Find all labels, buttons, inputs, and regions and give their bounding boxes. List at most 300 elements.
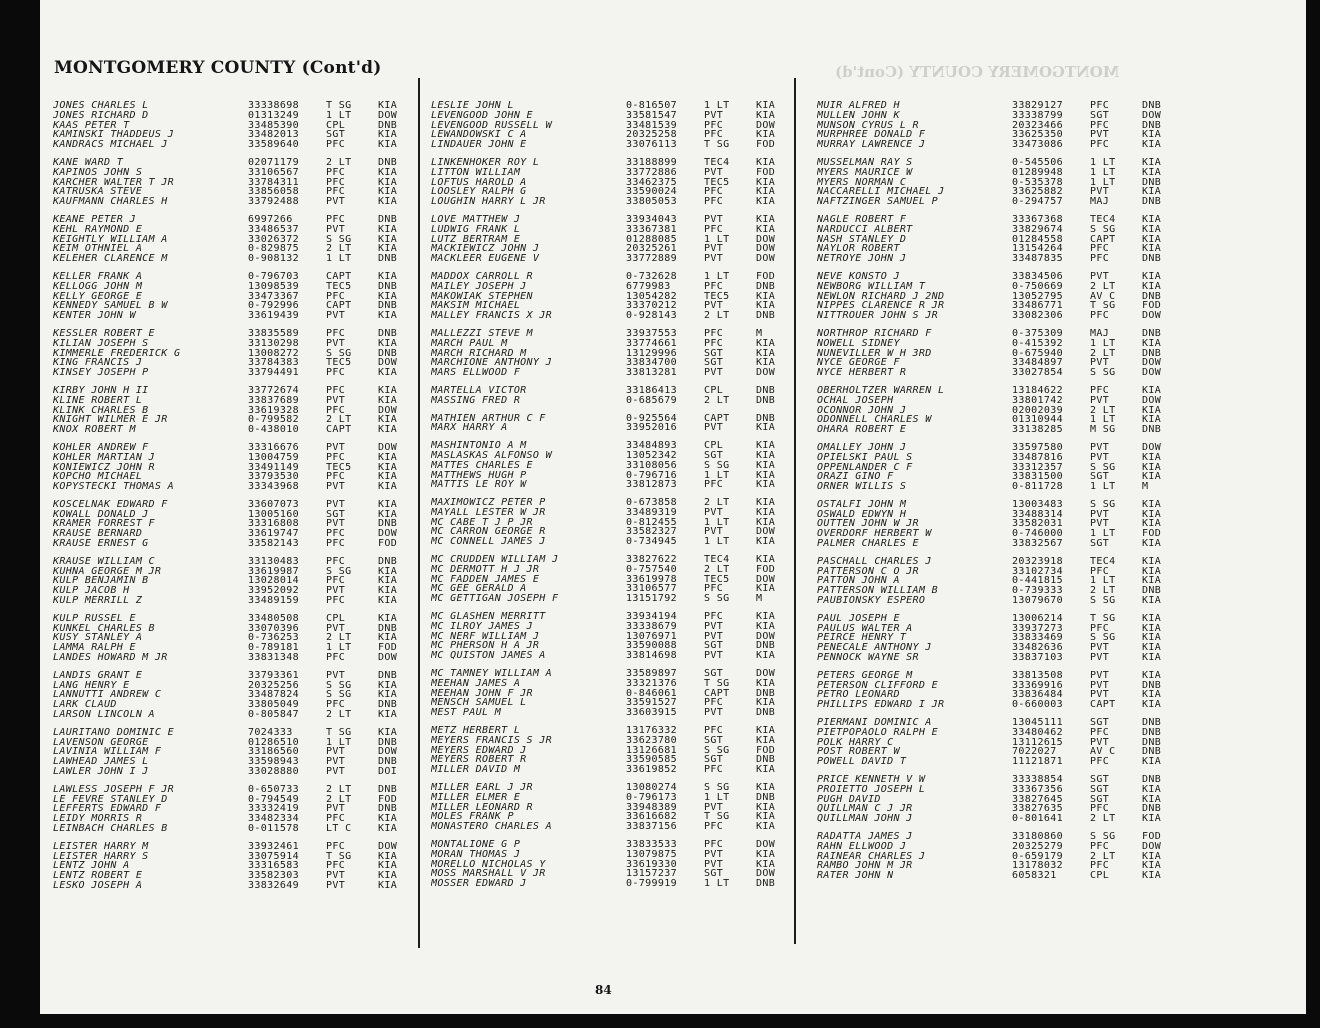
name-field: MARX HARRY A: [431, 423, 508, 434]
name-field: ODONNELL CHARLES W: [817, 415, 932, 426]
name-field: RAINEAR CHARLES J: [817, 851, 926, 862]
serial-number: 33108056: [626, 460, 677, 471]
status-field: DNB: [756, 792, 776, 803]
name-field: KOPCHO MICHAEL: [53, 472, 143, 483]
name-field: KUNKEL CHARLES B: [53, 623, 155, 634]
roster-entry: [431, 746, 792, 756]
status-field: KIA: [756, 291, 776, 302]
roster-group: [431, 726, 792, 775]
name-field: LINKENHOKER ROY L: [431, 157, 540, 168]
roster-group: [431, 441, 792, 490]
rank-field: SGT: [1090, 539, 1110, 549]
name-field: MILLER EARL J JR: [431, 783, 533, 793]
roster-entry: [431, 197, 792, 207]
status-field: DNB: [1142, 348, 1162, 359]
rank-field: PVT: [704, 167, 724, 178]
serial-number: 33934043: [626, 214, 677, 225]
roster-entry: [817, 339, 1178, 349]
roster-entry: [817, 282, 1178, 292]
serial-number: 13004759: [248, 452, 299, 463]
rank-field: 1 LT: [326, 643, 352, 654]
status-field: KIA: [378, 824, 398, 834]
roster-entry: [431, 225, 792, 235]
status-field: KIA: [756, 450, 776, 461]
roster-entry: [431, 140, 792, 150]
status-field: KIA: [378, 234, 398, 245]
name-field: LOVE MATTHEW J: [431, 214, 521, 225]
rank-field: MAJ: [1090, 328, 1110, 339]
name-field: OCHAL JOSEPH: [817, 395, 894, 406]
serial-number: 6058321: [1012, 871, 1057, 881]
roster-group: [431, 669, 792, 718]
name-field: LEISTER HARRY S: [53, 851, 149, 862]
serial-number: 33138285: [1012, 425, 1063, 435]
roster-entry: [53, 282, 414, 292]
roster-group: [431, 498, 792, 547]
name-field: MEYERS FRANCIS S JR: [431, 735, 553, 746]
status-field: DOW: [1142, 358, 1162, 369]
name-field: OPIELSKI PAUL S: [817, 452, 913, 463]
serial-number: 33028880: [248, 767, 299, 777]
serial-number: 0-750669: [1012, 281, 1063, 292]
status-field: DNB: [1142, 177, 1162, 188]
serial-number: 0-673858: [626, 498, 677, 508]
serial-number: 33625350: [1012, 130, 1063, 141]
roster-entry: [53, 728, 414, 738]
serial-number: 33486771: [1012, 301, 1063, 312]
status-field: KIA: [378, 395, 398, 406]
roster-entry: [53, 111, 414, 121]
roster-entry: [817, 425, 1178, 435]
name-field: MEST PAUL M: [431, 708, 502, 719]
status-field: KIA: [378, 187, 398, 198]
name-field: KAMINSKI THADDEUS J: [53, 130, 175, 141]
rank-field: 1 LT: [704, 879, 730, 889]
name-field: RAHN ELLWOOD J: [817, 841, 907, 852]
status-field: FOD: [1142, 301, 1162, 312]
serial-number: 33482334: [248, 814, 299, 824]
rank-field: 2 LT: [326, 244, 352, 255]
serial-number: 33794491: [248, 368, 299, 378]
name-field: MATTHEWS HUGH P: [431, 470, 527, 481]
status-field: DOW: [756, 574, 776, 585]
rank-field: PVT: [704, 859, 724, 870]
serial-number: 33106577: [626, 584, 677, 595]
name-field: NOWELL SIDNEY: [817, 338, 900, 349]
rank-field: 1 LT: [326, 110, 352, 121]
rank-field: PFC: [326, 653, 346, 663]
name-field: LESKO JOSEPH A: [53, 880, 143, 891]
status-field: KIA: [756, 480, 776, 491]
serial-number: 33833533: [626, 840, 677, 850]
serial-number: 33369916: [1012, 680, 1063, 691]
name-field: KIMMERLE FREDERICK G: [53, 348, 181, 359]
status-field: KIA: [1142, 670, 1162, 681]
rank-field: PVT: [326, 442, 346, 453]
name-field: MASHINTONIO A M: [431, 441, 527, 451]
status-field: KIA: [756, 651, 776, 662]
name-field: MORAN THOMAS J: [431, 849, 521, 860]
serial-number: 33812873: [626, 480, 677, 491]
rank-field: 1 LT: [704, 537, 730, 548]
serial-number: 33188899: [626, 157, 677, 168]
rank-field: 2 LT: [326, 794, 352, 805]
name-field: LANNUTTI ANDREW C: [53, 690, 162, 701]
roster-entry: [817, 596, 1178, 606]
status-field: KIA: [378, 566, 398, 577]
rank-field: T SG: [326, 101, 352, 111]
serial-number: 0-805847: [248, 710, 299, 720]
name-field: KULP JACOB H: [53, 586, 130, 597]
status-field: DNB: [378, 519, 398, 530]
roster-entry: [53, 529, 414, 539]
rank-field: SGT: [1090, 110, 1110, 121]
serial-number: 33834506: [1012, 271, 1063, 282]
serial-number: 33484893: [626, 441, 677, 451]
status-field: KIA: [378, 452, 398, 463]
roster-entry: [53, 453, 414, 463]
serial-number: 33473367: [248, 291, 299, 302]
status-field: DNB: [756, 395, 776, 406]
name-field: PATTON JOHN A: [817, 576, 900, 587]
name-field: KELLOGG JOHN M: [53, 281, 143, 292]
rank-field: S SG: [1090, 832, 1116, 842]
roster-entry: [431, 311, 792, 321]
serial-number: 13151792: [626, 594, 677, 605]
roster-entry: [431, 783, 792, 793]
roster-entry: [53, 757, 414, 767]
serial-number: 33180860: [1012, 832, 1063, 842]
status-field: DNB: [756, 708, 776, 719]
rank-field: PVT: [1090, 670, 1110, 681]
status-field: KIA: [1142, 613, 1162, 624]
serial-number: 0-789181: [248, 643, 299, 654]
serial-number: 0-796716: [626, 470, 677, 481]
rank-field: 2 LT: [326, 784, 352, 795]
name-field: KEIGHTLY WILLIAM A: [53, 234, 168, 245]
status-field: FOD: [756, 140, 776, 150]
roster-entry: [431, 441, 792, 451]
status-field: DOW: [1142, 841, 1162, 852]
roster-group: [53, 386, 414, 435]
name-field: KEANE PETER J: [53, 214, 136, 225]
roster-group: [431, 386, 792, 406]
status-field: DOW: [378, 529, 398, 540]
serial-number: 33338679: [626, 621, 677, 632]
rank-field: AV C: [1090, 747, 1116, 758]
roster-entry: [53, 681, 414, 691]
name-field: LAURITANO DOMINIC E: [53, 727, 175, 738]
name-field: KLINE ROBERT L: [53, 395, 143, 406]
roster-entry: [431, 396, 792, 406]
status-field: KIA: [756, 822, 776, 832]
serial-number: 33487816: [1012, 452, 1063, 463]
status-field: KIA: [756, 555, 776, 565]
rank-field: CAPT: [1090, 700, 1116, 711]
name-field: MC NERF WILLIAM J: [431, 631, 540, 642]
status-field: KIA: [378, 596, 398, 606]
roster-entry: [817, 510, 1178, 520]
serial-number: 33591527: [626, 698, 677, 709]
roster-entry: [53, 567, 414, 577]
roster-entry: [817, 158, 1178, 168]
roster-group: [817, 158, 1178, 207]
roster-entry: [431, 349, 792, 359]
roster-entry: [53, 576, 414, 586]
serial-number: 13045111: [1012, 718, 1063, 728]
roster-entry: [53, 586, 414, 596]
status-field: DOW: [756, 669, 776, 679]
roster-entry: [53, 254, 414, 264]
roster-entry: [53, 301, 414, 311]
serial-number: 33485390: [248, 120, 299, 131]
roster-entry: [431, 215, 792, 225]
rank-field: PVT: [1090, 690, 1110, 701]
rank-field: PVT: [326, 499, 346, 510]
roster-entry: [817, 718, 1178, 728]
rank-field: S SG: [704, 460, 730, 471]
status-field: KIA: [1142, 187, 1162, 198]
status-field: DOW: [756, 244, 776, 255]
status-field: DNB: [1142, 254, 1162, 264]
roster-group: [817, 386, 1178, 435]
roster-entry: [431, 111, 792, 121]
roster-entry: [53, 235, 414, 245]
serial-number: 13079670: [1012, 596, 1063, 606]
roster-entry: [817, 643, 1178, 653]
status-field: KIA: [756, 765, 776, 776]
rank-field: PVT: [1090, 130, 1110, 141]
bleed-through-title: MONTGOMERY COUNTY (Cont'd): [835, 63, 1120, 81]
rank-field: PFC: [1090, 727, 1110, 738]
roster-entry: [817, 329, 1178, 339]
roster-group: [431, 329, 792, 378]
status-field: KIA: [378, 385, 398, 396]
name-field: MC TAMNEY WILLIAM A: [431, 669, 553, 679]
rank-field: PVT: [1090, 680, 1110, 691]
rank-field: TEC5: [326, 358, 352, 369]
name-field: LENTZ JOHN A: [53, 861, 130, 872]
roster-entry: [431, 423, 792, 433]
serial-number: 33793530: [248, 472, 299, 483]
roster-group: [53, 272, 414, 321]
serial-number: 33832649: [248, 880, 299, 891]
name-field: MAKSIM MICHAEL: [431, 301, 521, 312]
status-field: FOD: [756, 271, 776, 282]
name-field: LAVENSON GEORGE: [53, 737, 149, 748]
name-field: MILLER ELMER E: [431, 792, 521, 803]
roster-entry: [431, 301, 792, 311]
status-field: KIA: [1142, 338, 1162, 349]
name-field: PRICE KENNETH V W: [817, 775, 926, 785]
serial-number: 33338799: [1012, 110, 1063, 121]
status-field: KIA: [378, 338, 398, 349]
roster-entry: [53, 871, 414, 881]
serial-number: 33774661: [626, 338, 677, 349]
rank-field: CPL: [326, 613, 346, 624]
serial-number: 0-799919: [626, 879, 677, 889]
serial-number: 33619439: [248, 311, 299, 321]
status-field: DNB: [1142, 291, 1162, 302]
rank-field: PFC: [704, 726, 724, 736]
serial-number: 0-734945: [626, 537, 677, 548]
serial-number: 33827635: [1012, 804, 1063, 815]
serial-number: 0-415392: [1012, 338, 1063, 349]
name-field: OVERDORF HERBERT W: [817, 529, 932, 540]
name-field: KELEHER CLARENCE M: [53, 254, 168, 264]
name-field: MADDOX CARROLL R: [431, 271, 533, 282]
rank-field: 2 LT: [1090, 281, 1116, 292]
roster-group: [817, 443, 1178, 492]
serial-number: 33805049: [248, 700, 299, 711]
name-field: KINSEY JOSEPH P: [53, 368, 149, 378]
serial-number: 13005160: [248, 509, 299, 520]
roster-entry: [817, 614, 1178, 624]
rank-field: PFC: [326, 472, 346, 483]
roster-entry: [431, 235, 792, 245]
roster-entry: [53, 785, 414, 795]
rank-field: PFC: [326, 861, 346, 872]
status-field: KIA: [378, 130, 398, 141]
status-field: KIA: [1142, 140, 1162, 150]
status-field: KIA: [1142, 509, 1162, 520]
status-field: KIA: [1142, 244, 1162, 255]
status-field: KIA: [378, 680, 398, 691]
roster-group: [53, 215, 414, 264]
status-field: KIA: [1142, 700, 1162, 711]
roster-group: [817, 718, 1178, 767]
name-field: OPPENLANDER C F: [817, 462, 913, 473]
status-field: KIA: [756, 470, 776, 481]
roster-entry: [817, 225, 1178, 235]
rank-field: PFC: [1090, 861, 1110, 872]
roster-entry: [431, 368, 792, 378]
serial-number: 0-799582: [248, 415, 299, 426]
serial-number: 0-846061: [626, 688, 677, 699]
rank-field: 1 LT: [704, 271, 730, 282]
serial-number: 20325279: [1012, 841, 1063, 852]
serial-number: 0-739333: [1012, 586, 1063, 597]
status-field: KIA: [756, 358, 776, 369]
rank-field: PVT: [1090, 395, 1110, 406]
status-field: KIA: [1142, 784, 1162, 795]
name-field: NASH STANLEY D: [817, 234, 907, 245]
serial-number: 0-441815: [1012, 576, 1063, 587]
rank-field: PVT: [326, 880, 346, 891]
status-field: DOW: [756, 631, 776, 642]
rank-field: PVT: [326, 804, 346, 815]
rank-field: S SG: [1090, 499, 1116, 510]
name-field: PIERMANI DOMINIC A: [817, 718, 932, 728]
status-field: KIA: [1142, 633, 1162, 644]
roster-entry: [431, 869, 792, 879]
name-field: KAUFMANN CHARLES H: [53, 197, 168, 207]
serial-number: 7022027: [1012, 747, 1057, 758]
rank-field: PVT: [704, 244, 724, 255]
roster-entry: [53, 510, 414, 520]
status-field: KIA: [378, 690, 398, 701]
roster-entry: [431, 178, 792, 188]
status-field: KIA: [1142, 871, 1162, 881]
rank-field: CAPT: [326, 271, 352, 282]
name-field: MEYERS EDWARD J: [431, 745, 527, 756]
name-field: KANE WARD T: [53, 157, 124, 168]
roster-entry: [431, 461, 792, 471]
name-field: LEIDY MORRIS R: [53, 814, 143, 824]
serial-number: 33619978: [626, 574, 677, 585]
roster-entry: [431, 689, 792, 699]
serial-number: 33370212: [626, 301, 677, 312]
rank-field: PVT: [326, 311, 346, 321]
name-field: MC GLASHEN MERRITT: [431, 612, 546, 622]
name-field: PETERSON CLIFFORD E: [817, 680, 939, 691]
rank-field: PVT: [704, 301, 724, 312]
name-field: MARCH PAUL M: [431, 338, 508, 349]
status-field: KIA: [756, 301, 776, 312]
name-field: LE FEVRE STANLEY D: [53, 794, 168, 805]
serial-number: 33619328: [248, 405, 299, 416]
roster-entry: [431, 168, 792, 178]
rank-field: 1 LT: [1090, 576, 1116, 587]
roster-entry: [431, 879, 792, 889]
serial-number: 33801742: [1012, 395, 1063, 406]
rank-field: PFC: [326, 187, 346, 198]
roster-group: [431, 783, 792, 832]
roster-column-3: [817, 101, 1178, 889]
serial-number: 33367381: [626, 224, 677, 235]
status-field: KIA: [756, 621, 776, 632]
rank-field: SGT: [704, 735, 724, 746]
name-field: MC ILROY JAMES J: [431, 621, 533, 632]
rank-field: PVT: [704, 651, 724, 662]
name-field: MC CONNELL JAMES J: [431, 537, 546, 548]
name-field: NACCARELLI MICHAEL J: [817, 187, 945, 198]
roster-group: [817, 775, 1178, 824]
rank-field: PFC: [326, 291, 346, 302]
roster-group: [53, 158, 414, 207]
status-field: KIA: [756, 130, 776, 141]
status-field: KIA: [378, 101, 398, 111]
serial-number: 0-811728: [1012, 482, 1063, 492]
serial-number: 33834700: [626, 358, 677, 369]
roster-group: [53, 842, 414, 891]
serial-number: 33619330: [626, 859, 677, 870]
rank-field: PFC: [326, 140, 346, 150]
serial-number: 33186413: [626, 385, 677, 396]
status-field: M: [1142, 482, 1149, 492]
name-field: MALLEZZI STEVE M: [431, 328, 533, 339]
name-field: MARTELLA VICTOR: [431, 385, 527, 396]
serial-number: 0-796703: [248, 271, 299, 282]
rank-field: PFC: [1090, 804, 1110, 815]
name-field: KENTER JOHN W: [53, 311, 136, 321]
rank-field: TEC5: [704, 177, 730, 188]
status-field: FOD: [756, 167, 776, 178]
name-field: MACKLEER EUGENE V: [431, 254, 540, 264]
name-field: OHARA ROBERT E: [817, 425, 907, 435]
name-field: KNOX ROBERT M: [53, 425, 136, 435]
status-field: KIA: [378, 167, 398, 178]
name-field: NUNEVILLER W H 3RD: [817, 348, 932, 359]
serial-number: 33487835: [1012, 254, 1063, 264]
status-field: KIA: [756, 783, 776, 793]
roster-entry: [817, 842, 1178, 852]
name-field: MASSING FRED R: [431, 395, 521, 406]
rank-field: PFC: [326, 539, 346, 549]
roster-entry: [53, 121, 414, 131]
serial-number: 33590024: [626, 187, 677, 198]
serial-number: 33607073: [248, 499, 299, 510]
